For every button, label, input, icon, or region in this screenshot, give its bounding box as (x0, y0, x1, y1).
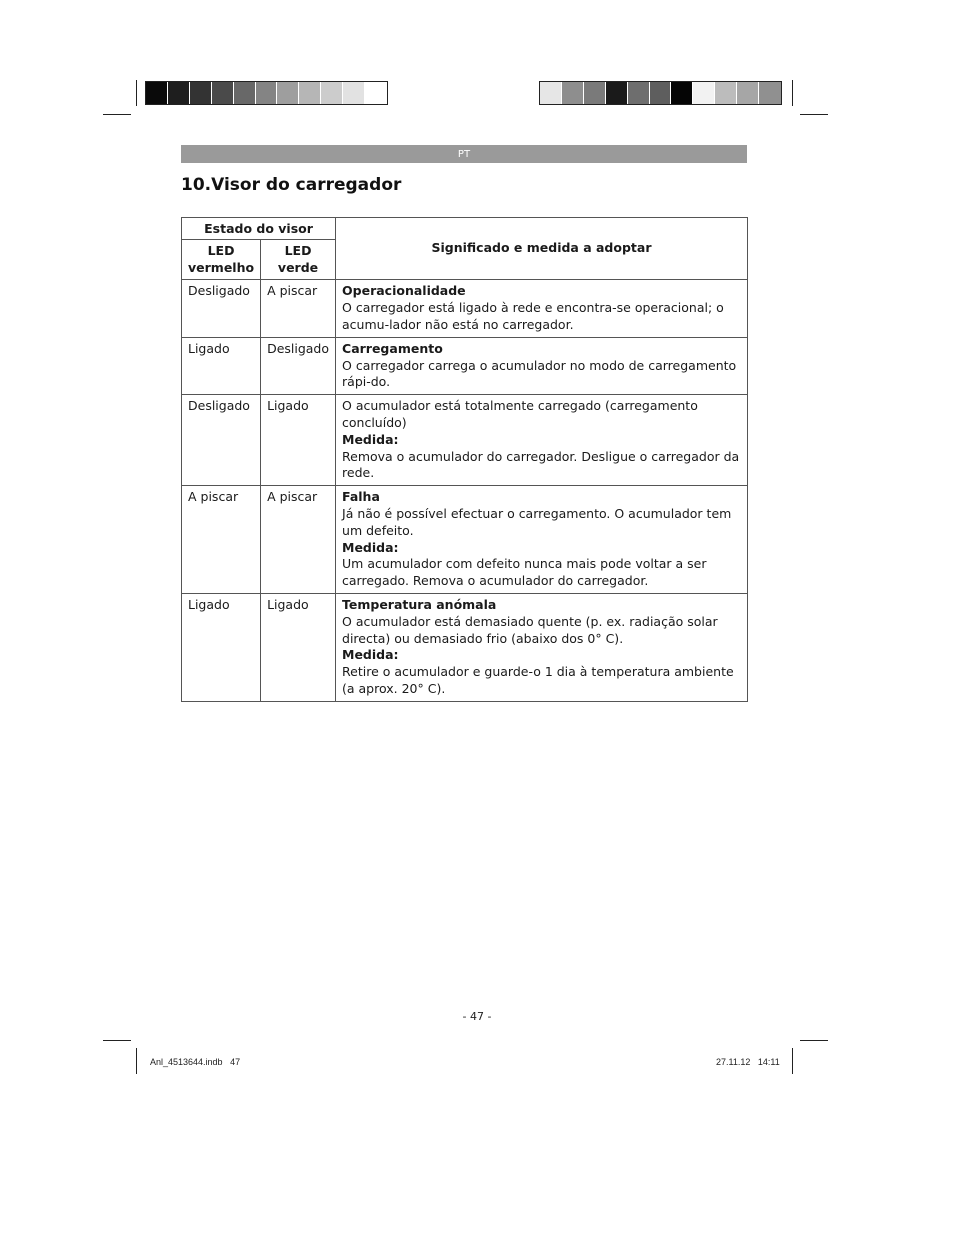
language-label: PT (457, 148, 471, 160)
color-swatch (277, 82, 299, 104)
status-title: Temperatura anómala (342, 596, 497, 612)
cell-led-red: Ligado (182, 337, 261, 394)
crop-mark (136, 1048, 137, 1074)
date-slug: 27.11.12 14:11 (716, 1057, 780, 1067)
cell-meaning (336, 486, 748, 594)
color-swatch (715, 82, 737, 104)
header-led-green: LED verde (261, 239, 336, 280)
color-swatch (190, 82, 212, 104)
cell-led-red: Ligado (182, 593, 261, 701)
status-description: O carregador está ligado à rede e encontra-se operacional; o acumu-lador não está no carregador. (342, 300, 724, 332)
crop-mark (103, 1040, 131, 1041)
color-swatch (234, 82, 256, 104)
page-number: - 47 - (462, 1010, 492, 1023)
crop-mark (800, 1040, 828, 1041)
color-swatch (146, 82, 168, 104)
color-calibration-bar-left (145, 81, 388, 105)
group-header-display-state: Estado do visor (182, 218, 336, 240)
status-title: Falha (342, 489, 380, 505)
table-row (182, 337, 748, 394)
language-header-band (181, 145, 747, 163)
status-description: O carregador carrega o acumulador no modo de carregamento rápi-do. (342, 357, 737, 390)
cell-led-green: A piscar (261, 280, 336, 337)
cell-led-red: Desligado (182, 395, 261, 486)
cell-led-green: Ligado (261, 395, 336, 486)
color-swatch (168, 82, 190, 104)
measure-label: Medida: (342, 539, 399, 555)
measure-text: Um acumulador com defeito nunca mais pode voltar a ser carregado. Remova o acumulador do carregador. (342, 556, 707, 589)
color-calibration-bar-right (539, 81, 782, 105)
color-swatch (737, 82, 759, 104)
measure-label: Medida: (342, 431, 399, 447)
cell-meaning (336, 337, 748, 394)
status-description: Já não é possível efectuar o carregamento. O acumulador tem um defeito. (342, 505, 732, 538)
color-swatch (671, 82, 693, 104)
color-swatch (628, 82, 650, 104)
color-swatch (321, 82, 343, 104)
status-description: O acumulador está totalmente carregado (carregamento concluído) (342, 398, 698, 430)
status-description: O acumulador está demasiado quente (p. ex. radiação solar directa) ou demasiado frio (abaixo dos 0° C). (342, 613, 718, 646)
section-title: 10.Visor do carregador (181, 175, 402, 195)
measure-text: Retire o acumulador e guarde-o 1 dia à temperatura ambiente (a aprox. 20° C). (342, 664, 734, 696)
status-title: Operacionalidade (342, 283, 466, 299)
table-row (182, 280, 748, 337)
measure-label: Medida: (342, 647, 399, 663)
color-swatch (299, 82, 321, 104)
cell-meaning (336, 395, 748, 486)
color-swatch (562, 82, 584, 104)
table-row (182, 486, 748, 594)
cell-led-green: Ligado (261, 593, 336, 701)
color-swatch (759, 82, 781, 104)
charger-display-table (181, 217, 748, 702)
cell-led-green: Desligado (261, 337, 336, 394)
color-swatch (256, 82, 278, 104)
cell-led-green: A piscar (261, 486, 336, 594)
table-row (182, 593, 748, 701)
cell-meaning (336, 280, 748, 337)
color-swatch (365, 82, 387, 104)
header-meaning: Significado e medida a adoptar (336, 218, 748, 280)
color-swatch (606, 82, 628, 104)
crop-mark (800, 114, 828, 115)
header-led-red: LED vermelho (182, 239, 261, 280)
crop-mark (136, 80, 137, 106)
cell-meaning (336, 593, 748, 701)
table-header-row (182, 218, 748, 240)
color-swatch (540, 82, 562, 104)
cell-led-red: A piscar (182, 486, 261, 594)
color-swatch (650, 82, 672, 104)
crop-mark (792, 1048, 793, 1074)
crop-mark (792, 80, 793, 106)
color-swatch (693, 82, 715, 104)
table-row (182, 395, 748, 486)
color-swatch (343, 82, 365, 104)
crop-mark (103, 114, 131, 115)
status-title: Carregamento (342, 340, 443, 356)
cell-led-red: Desligado (182, 280, 261, 337)
color-swatch (212, 82, 234, 104)
color-swatch (584, 82, 606, 104)
file-slug: Anl_4513644.indb 47 (150, 1057, 241, 1067)
measure-text: Remova o acumulador do carregador. Desligue o carregador da rede. (342, 448, 740, 481)
